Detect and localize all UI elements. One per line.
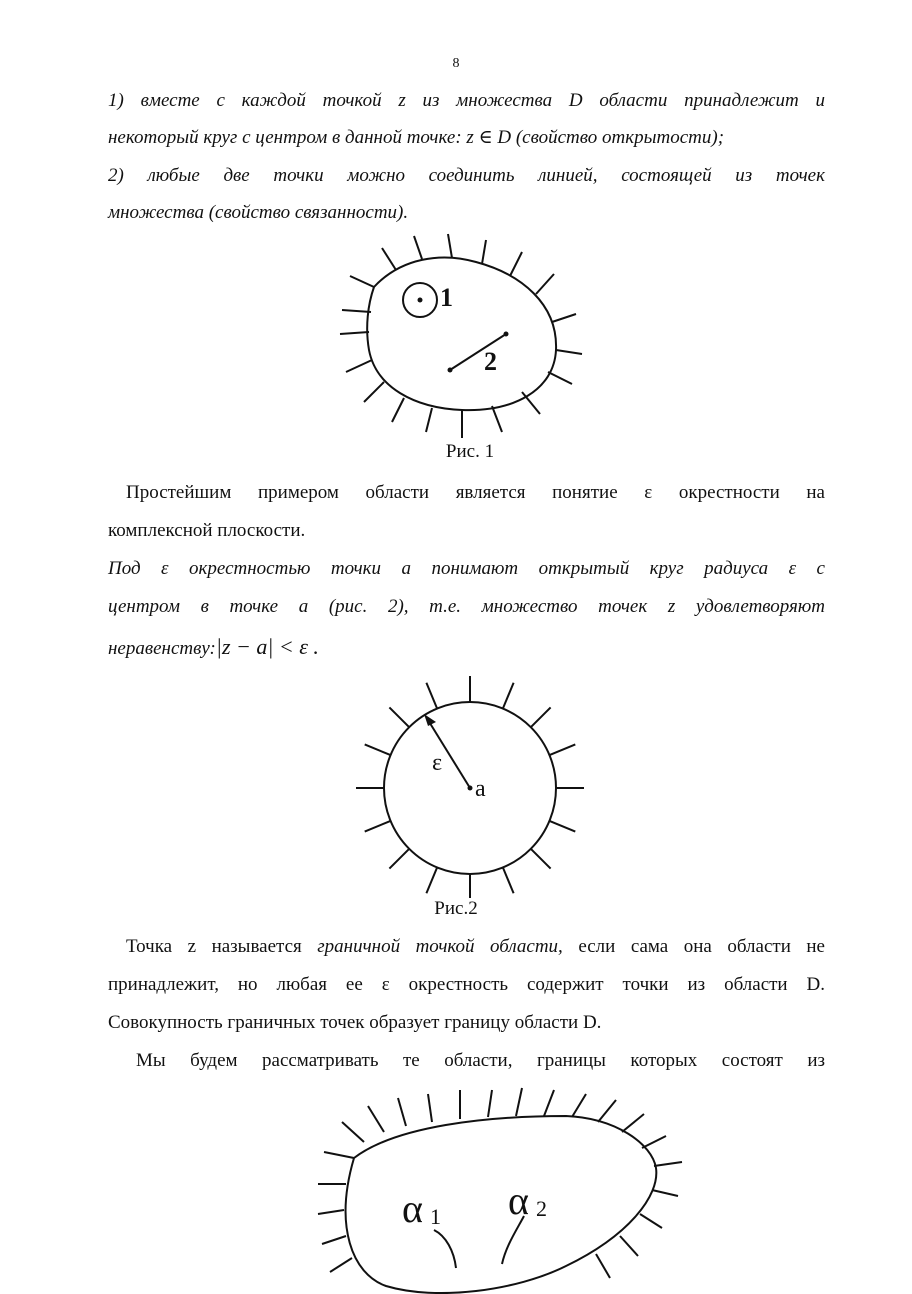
boundary-paragraph-line-1 bbox=[126, 928, 825, 966]
figure-2-hatch-mark bbox=[531, 707, 551, 727]
figure-2-caption: Рис.2 bbox=[434, 898, 478, 919]
list-item-2-line-1: 2) любые две точки можно соединить линией, состоящей из точек bbox=[108, 165, 825, 186]
figure-3-label-alpha-2: α bbox=[508, 1178, 529, 1223]
list-item-1-text-b: (свойство открытости); bbox=[511, 127, 725, 148]
figure-3-domain-boundary bbox=[346, 1116, 657, 1293]
definition-line-1: Под ε окрестностью точки a понимают открытый круг радиуса ε с bbox=[108, 558, 825, 579]
list-item-2-line-2: множества (свойство связанности). bbox=[108, 202, 409, 223]
figure-2-hatch-mark bbox=[550, 821, 576, 832]
list-item-1-text-a: некоторый круг с центром в данной точке: bbox=[108, 127, 467, 148]
figure-2-hatch-mark bbox=[426, 868, 437, 894]
figure-1-label-2: 2 bbox=[484, 347, 497, 376]
figure-2-hatch-mark bbox=[365, 744, 391, 755]
figure-1-connecting-segment bbox=[450, 334, 506, 370]
figure-2-hatch-mark bbox=[531, 849, 551, 869]
last-paragraph-line-1: Мы будем рассматривать те области, границы которых состоят из bbox=[136, 1050, 825, 1071]
example-paragraph-line-2: комплексной плоскости. bbox=[108, 520, 306, 541]
page-number: 8 bbox=[452, 56, 460, 71]
list-item-1-line-2 bbox=[108, 119, 825, 157]
definition-line-3 bbox=[108, 628, 825, 668]
epsilon-neighbourhood-inequality: |z − a| < ε . bbox=[215, 634, 319, 659]
boundary-paragraph-line-2: принадлежит, но любая ее ε окрестность содержит точки из области D. bbox=[108, 974, 825, 995]
figure-2-label-epsilon: ε bbox=[432, 750, 443, 776]
open-set-formula: z ∈ D bbox=[466, 127, 512, 148]
figure-2-hatch-mark bbox=[426, 683, 437, 709]
figure-2-hatch-mark bbox=[550, 744, 576, 755]
figure-1-domain-boundary bbox=[367, 258, 556, 411]
figure-3-label-alpha-1: α bbox=[402, 1186, 423, 1231]
figure-2-arrowhead bbox=[424, 714, 436, 726]
boundary-term: граничной точкой области, bbox=[317, 936, 563, 957]
figure-1-domain bbox=[336, 232, 592, 444]
figure-3-label-alpha-2-subscript: 2 bbox=[536, 1196, 547, 1221]
figure-1-label-1: 1 bbox=[440, 283, 453, 312]
figure-2-hatch-mark bbox=[365, 821, 391, 832]
figure-3-domain-boundary-arcs bbox=[316, 1086, 696, 1294]
figure-2-epsilon-neighbourhood bbox=[348, 676, 592, 898]
figure-2-hatch-mark bbox=[389, 849, 409, 869]
example-paragraph-line-1: Простейшим примером области является понятие ε окрестности на bbox=[126, 482, 825, 503]
boundary-text-a: Точка z называется bbox=[126, 936, 318, 957]
figure-2-hatch-mark bbox=[389, 707, 409, 727]
figure-2-label-a: a bbox=[475, 776, 486, 802]
figure-2-hatch-mark bbox=[503, 683, 514, 709]
figure-2-hatch-mark bbox=[503, 868, 514, 894]
boundary-paragraph-line-3: Совокупность граничных точек образует границу области D. bbox=[108, 1012, 602, 1033]
figure-1-caption: Рис. 1 bbox=[445, 441, 495, 462]
boundary-text-b: если сама она области не bbox=[562, 936, 825, 957]
list-item-1-line-1: 1) вместе с каждой точкой z из множества D области принадлежит и bbox=[108, 90, 825, 111]
figure-3-alpha-1-arc bbox=[434, 1230, 456, 1268]
definition-line-2: центром в точке a (рис. 2), т.е. множество точек z удовлетворяют bbox=[108, 596, 825, 617]
definition-line-3-text: неравенству: bbox=[108, 638, 216, 659]
figure-3-label-alpha-1-subscript: 1 bbox=[430, 1204, 441, 1229]
figure-2-centre-point bbox=[468, 786, 473, 791]
figure-3-alpha-2-arc bbox=[502, 1216, 524, 1264]
